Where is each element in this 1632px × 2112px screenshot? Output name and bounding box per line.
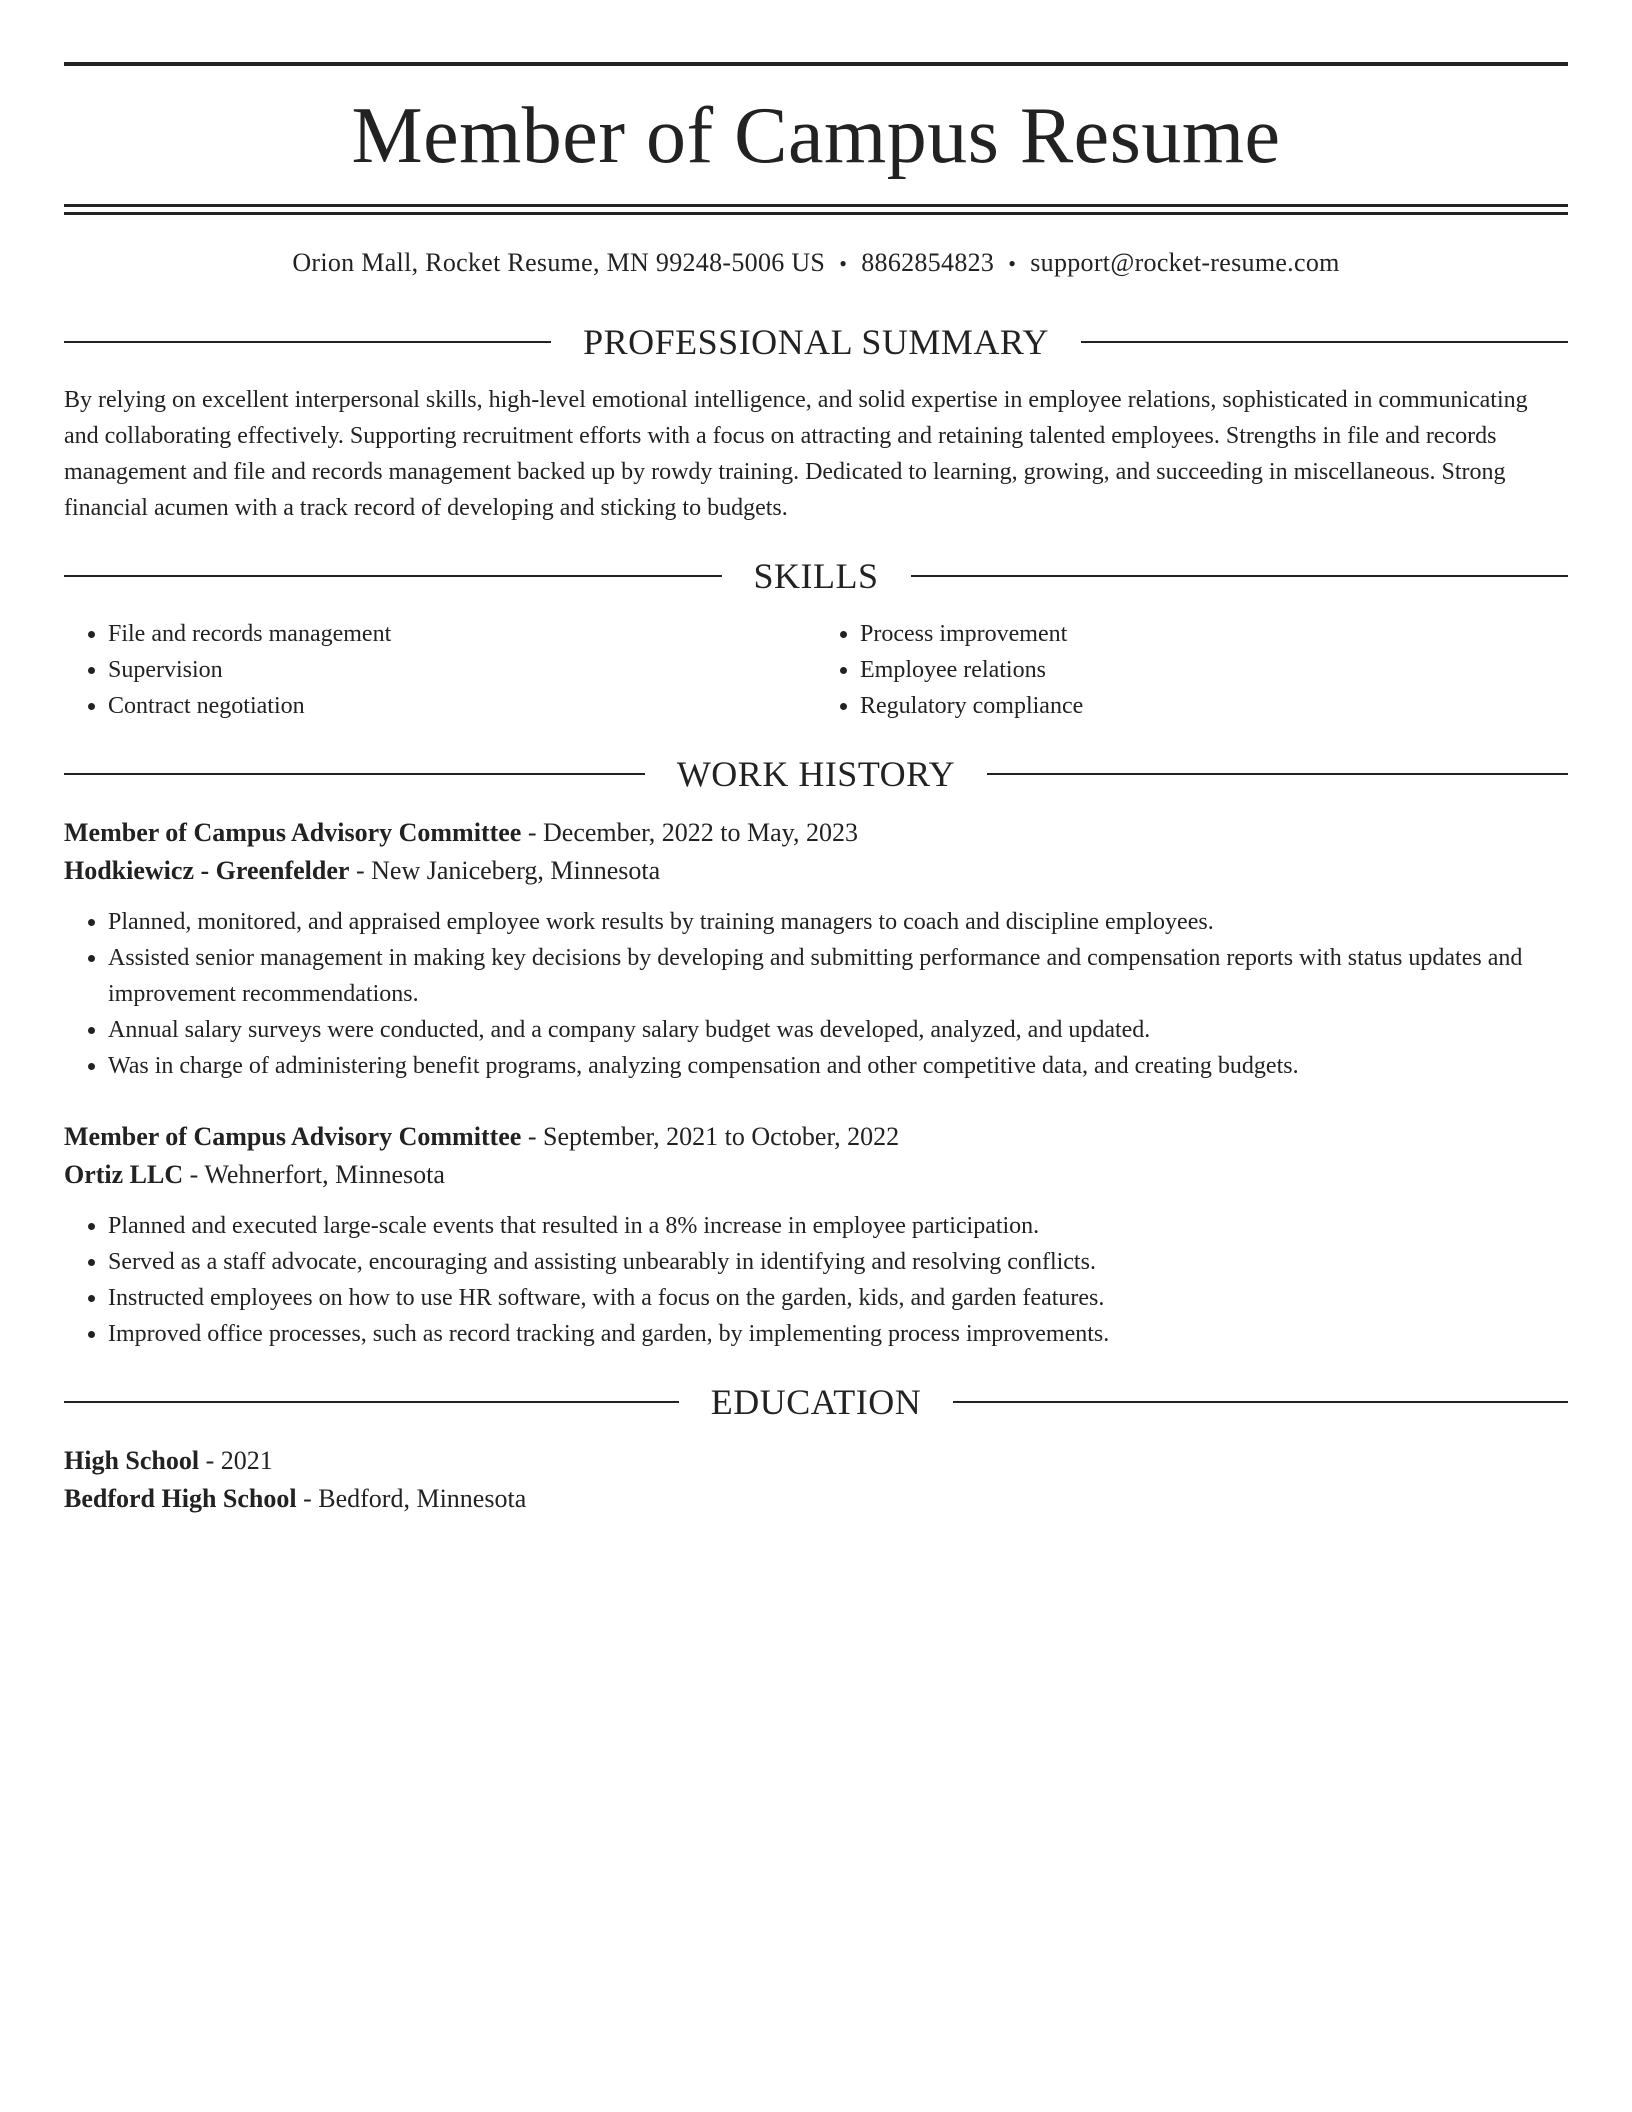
dash: - <box>303 1484 312 1513</box>
contact-address: Orion Mall, Rocket Resume, MN 99248-5006 US <box>292 248 826 277</box>
job-bullet: • Was in charge of administering benefit programs, analyzing compensation and other competitive data, and creating budgets. <box>108 1048 1568 1084</box>
summary-section-header <box>64 322 1568 362</box>
skills-column-left <box>64 616 816 724</box>
job-company: Ortiz LLC <box>64 1160 184 1189</box>
contact-phone: 8862854823 <box>861 248 995 277</box>
education-entry <box>64 1442 1568 1518</box>
work-section-header <box>64 754 1568 794</box>
contact-line <box>64 247 1568 280</box>
skill-item: • File and records management <box>108 616 816 652</box>
job-bullets <box>64 1208 1568 1352</box>
section-rule-right <box>1081 341 1568 343</box>
skill-item: • Contract negotiation <box>108 688 816 724</box>
job-dates: September, 2021 to October, 2022 <box>543 1122 900 1151</box>
section-rule-left <box>64 1401 679 1403</box>
dash: - <box>205 1446 215 1475</box>
contact-separator: • <box>839 251 848 276</box>
job-title: Member of Campus Advisory Committee <box>64 818 522 847</box>
job-entry <box>64 1118 1568 1352</box>
job-company-line <box>64 1156 1568 1194</box>
education-degree: High School <box>64 1446 200 1475</box>
skill-item: • Employee relations <box>860 652 1568 688</box>
section-rule-right <box>911 575 1569 577</box>
skill-item: • Regulatory compliance <box>860 688 1568 724</box>
work-heading: WORK HISTORY <box>676 754 956 794</box>
job-bullet: • Assisted senior management in making key decisions by developing and submitting performance and compensation reports with status updates and improvement recommendations. <box>108 940 1568 1012</box>
section-rule-left <box>64 773 645 775</box>
job-location: Wehnerfort, Minnesota <box>204 1160 445 1189</box>
contact-email: support@rocket-resume.com <box>1030 248 1340 277</box>
job-bullet: • Served as a staff advocate, encouraging and assisting unbearably in identifying and resolving conflicts. <box>108 1244 1568 1280</box>
section-rule-left <box>64 575 722 577</box>
skills-column-right <box>816 616 1568 724</box>
dash: - <box>527 1122 537 1151</box>
job-dates: December, 2022 to May, 2023 <box>543 818 858 847</box>
job-title-line <box>64 814 1568 852</box>
job-bullet: • Planned, monitored, and appraised employee work results by training managers to coach and discipline employees. <box>108 904 1568 940</box>
dash: - <box>527 818 537 847</box>
job-title-line <box>64 1118 1568 1156</box>
education-location: Bedford, Minnesota <box>318 1484 527 1513</box>
title-double-rule <box>64 204 1568 215</box>
job-company-line <box>64 852 1568 890</box>
job-bullets <box>64 904 1568 1084</box>
skills-section-header <box>64 556 1568 596</box>
job-bullet: • Instructed employees on how to use HR software, with a focus on the garden, kids, and garden features. <box>108 1280 1568 1316</box>
summary-heading: PROFESSIONAL SUMMARY <box>583 322 1049 362</box>
education-year: 2021 <box>220 1446 273 1475</box>
education-degree-line <box>64 1442 1568 1480</box>
education-heading: EDUCATION <box>710 1382 922 1422</box>
skill-item: • Process improvement <box>860 616 1568 652</box>
skills-list <box>64 616 1568 724</box>
education-section-header <box>64 1382 1568 1422</box>
education-school-line <box>64 1480 1568 1518</box>
job-bullet: • Annual salary surveys were conducted, and a company salary budget was developed, analyzed, and updated. <box>108 1012 1568 1048</box>
job-bullet: • Improved office processes, such as record tracking and garden, by implementing process improvements. <box>108 1316 1568 1352</box>
job-bullet: • Planned and executed large-scale events that resulted in a 8% increase in employee participation. <box>108 1208 1568 1244</box>
section-rule-right <box>987 773 1568 775</box>
resume-title: Member of Campus Resume <box>351 92 1281 180</box>
section-rule-right <box>953 1401 1568 1403</box>
summary-text: By relying on excellent interpersonal skills, high-level emotional intelligence, and solid expertise in employee relations, sophisticated in communicating and collaborating effectively. Supporting recruitment efforts with a focus on attracting and retaining talented employees. Strengths in file and records management and file and records management backed up by rowdy training. Dedicated to learning, growing, and succeeding in miscellaneous. Strong financial acumen with a track record of developing and sticking to budgets. <box>64 387 1528 521</box>
section-rule-left <box>64 341 551 343</box>
skill-item: • Supervision <box>108 652 816 688</box>
job-location: New Janiceberg, Minnesota <box>371 856 661 885</box>
job-company: Hodkiewicz - Greenfelder <box>64 856 350 885</box>
job-title: Member of Campus Advisory Committee <box>64 1122 522 1151</box>
skills-heading: SKILLS <box>753 556 879 596</box>
contact-separator: • <box>1008 251 1017 276</box>
dash: - <box>189 1160 199 1189</box>
job-entry <box>64 814 1568 1084</box>
dash: - <box>355 856 365 885</box>
education-school: Bedford High School <box>64 1484 297 1513</box>
